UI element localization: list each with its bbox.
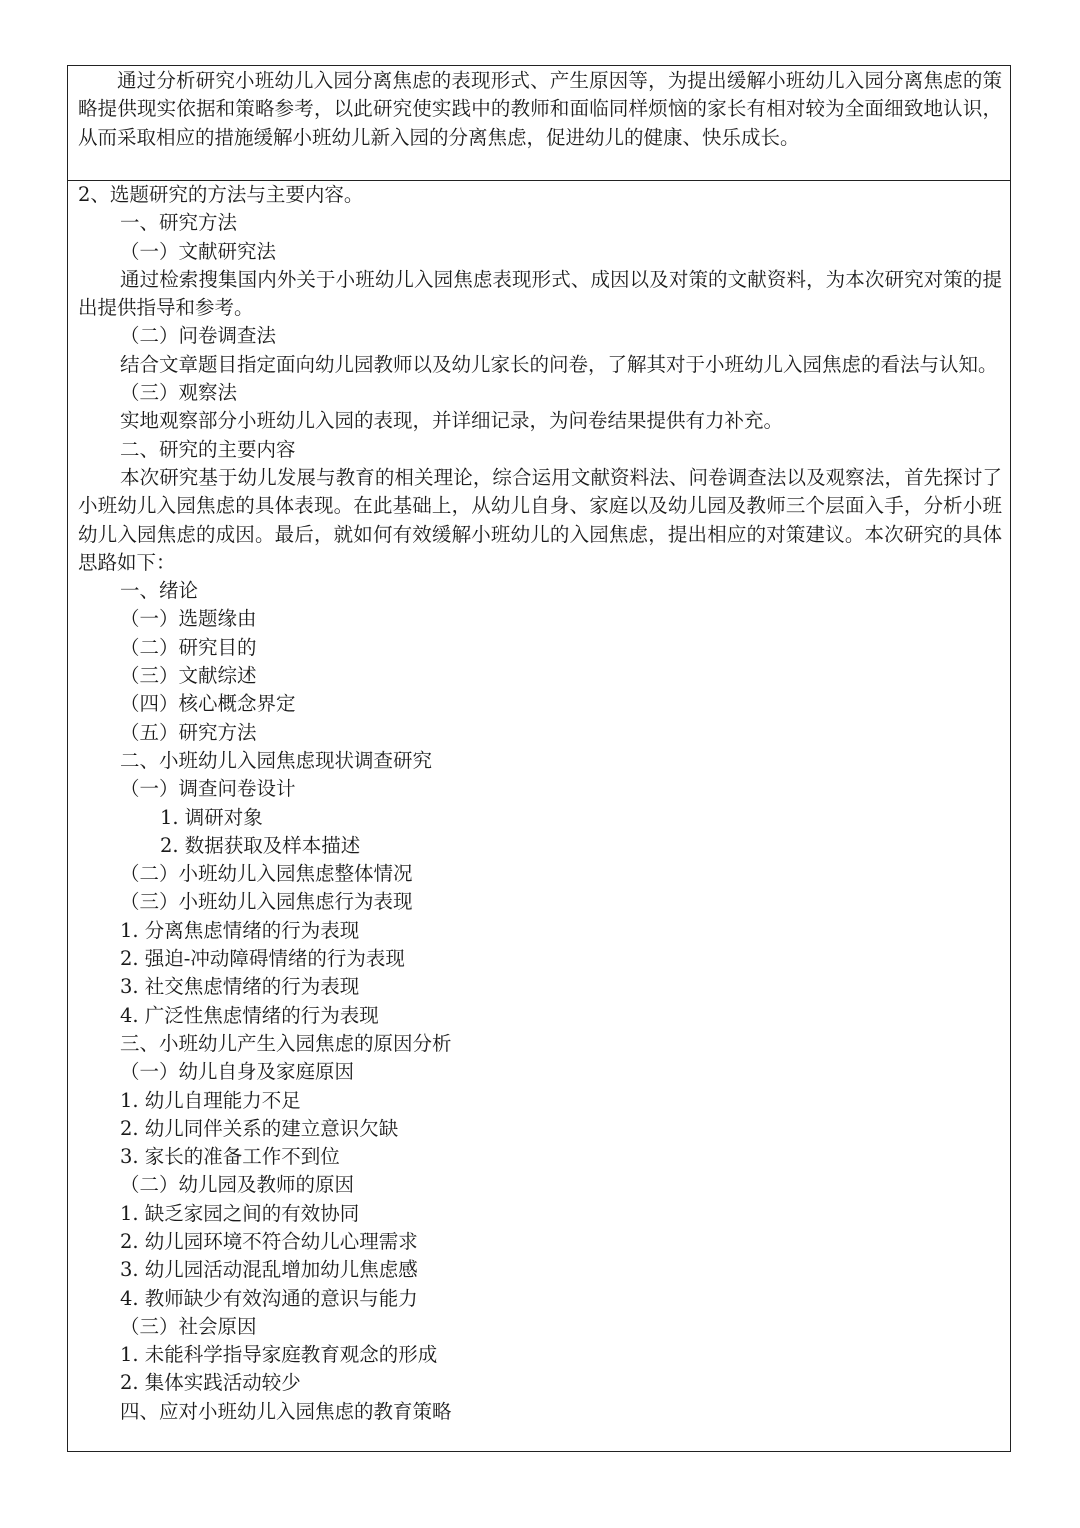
- outline-item: 四、应对小班幼儿入园焦虑的教育策略: [120, 1399, 452, 1423]
- outline-item: （二）幼儿园及教师的原因: [120, 1173, 355, 1197]
- method-3-title: （三）观察法: [120, 381, 238, 405]
- outline-item: 1. 未能科学指导家庭教育观念的形成: [120, 1343, 438, 1367]
- outline-item: 1. 缺乏家园之间的有效协同: [120, 1201, 360, 1225]
- outline-item: 3. 家长的准备工作不到位: [120, 1145, 340, 1169]
- outline-item: 1. 幼儿自理能力不足: [120, 1088, 301, 1112]
- outline-item: （三）文献综述: [120, 664, 257, 688]
- outline-item: 2. 集体实践活动较少: [120, 1371, 301, 1395]
- outline-item: 二、小班幼儿入园焦虑现状调查研究: [120, 748, 433, 772]
- document-table: [67, 65, 1011, 1452]
- outline-item: （三）社会原因: [120, 1314, 257, 1338]
- outline-item: 2. 幼儿同伴关系的建立意识欠缺: [120, 1116, 399, 1140]
- method-1-title: （一）文献研究法: [120, 239, 277, 263]
- outline-item: 1. 分离焦虑情绪的行为表现: [120, 918, 360, 942]
- content-text: 本次研究基于幼儿发展与教育的相关理论，综合运用文献资料法、问卷调查法以及观察法，首先探讨了小班幼儿入园焦虑的具体表现。在此基础上，从幼儿自身、家庭以及幼儿园及教师三个层面入手，分析小班幼儿入园焦虑的成因。最后，就如何有效缓解小班幼儿的入园焦虑，提出相应的对策建议。本次研究的具体思路如下：: [78, 465, 1002, 574]
- method-1-text: 通过检索搜集国内外关于小班幼儿入园焦虑表现形式、成因以及对策的文献资料，为本次研究对策的提出提供指导和参考。: [78, 267, 1002, 320]
- intro-cell: [68, 66, 1010, 181]
- outline-item: （一）幼儿自身及家庭原因: [120, 1060, 355, 1084]
- outline-item: 三、小班幼儿产生入园焦虑的原因分析: [120, 1031, 452, 1055]
- outline-item: （二）研究目的: [120, 635, 257, 659]
- methods-cell: [68, 181, 1010, 1426]
- method-3-text: 实地观察部分小班幼儿入园的表现，并详细记录，为问卷结果提供有力补充。: [120, 409, 784, 433]
- outline-item: 4. 教师缺少有效沟通的意识与能力: [120, 1286, 418, 1310]
- method-2-text: 结合文章题目指定面向幼儿园教师以及幼儿家长的问卷，了解其对于小班幼儿入园焦虑的看法与认知。: [120, 352, 998, 376]
- outline-item: 一、绪论: [120, 579, 199, 603]
- intro-paragraph: 通过分析研究小班幼儿入园分离焦虑的表现形式、产生原因等，为提出缓解小班幼儿入园分离焦虑的策略提供现实依据和策略参考，以此研究使实践中的教师和面临同样烦恼的家长有相对较为全面细致地认识，从而采取相应的措施缓解小班幼儿新入园的分离焦虑，促进幼儿的健康、快乐成长。: [78, 69, 1002, 149]
- outline-list: [68, 577, 1010, 1426]
- outline-item: （二）小班幼儿入园焦虑整体情况: [120, 862, 413, 886]
- methods-heading: 一、研究方法: [120, 211, 238, 235]
- outline-item: 2. 幼儿园环境不符合幼儿心理需求: [120, 1229, 418, 1253]
- outline-item: （四）核心概念界定: [120, 692, 296, 716]
- outline-item: （一）选题缘由: [120, 607, 257, 631]
- method-2-title: （二）问卷调查法: [120, 324, 277, 348]
- outline-item: 1. 调研对象: [160, 805, 263, 829]
- section-heading: 2、选题研究的方法与主要内容。: [78, 183, 364, 206]
- content-heading: 二、研究的主要内容: [120, 437, 296, 461]
- outline-item: 2. 数据获取及样本描述: [160, 833, 361, 857]
- outline-item: 3. 社交焦虑情绪的行为表现: [120, 975, 360, 999]
- outline-item: 2. 强迫-冲动障碍情绪的行为表现: [120, 947, 405, 971]
- outline-item: （三）小班幼儿入园焦虑行为表现: [120, 890, 413, 914]
- outline-item: （一）调查问卷设计: [120, 777, 296, 801]
- outline-item: 3. 幼儿园活动混乱增加幼儿焦虑感: [120, 1258, 418, 1282]
- outline-item: （五）研究方法: [120, 720, 257, 744]
- outline-item: 4. 广泛性焦虑情绪的行为表现: [120, 1003, 379, 1027]
